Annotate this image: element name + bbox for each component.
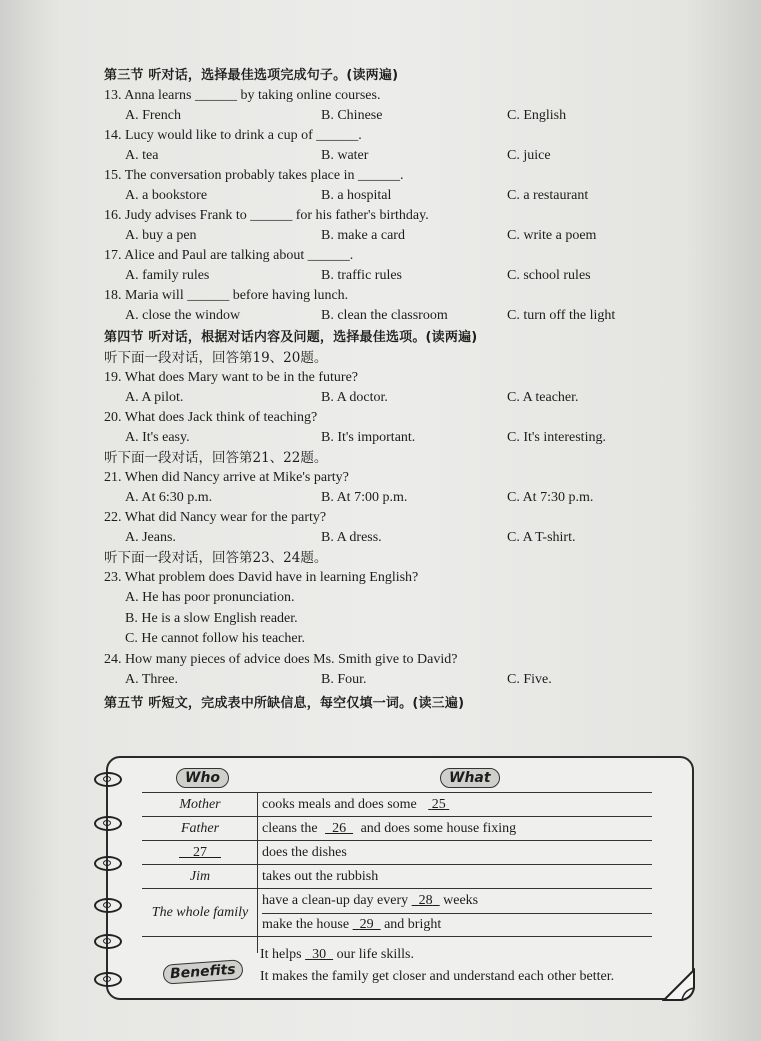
binder-ring-icon <box>94 934 122 949</box>
what-cell: have a clean-up day every 28 weeks <box>262 893 479 908</box>
question-stem: 20. What does Jack think of teaching? <box>104 410 318 425</box>
option-c[interactable]: C. It's interesting. <box>507 430 606 445</box>
question-stem: 24. How many pieces of advice does Ms. Smith give to David? <box>104 651 458 667</box>
option-b[interactable]: B. He is a slow English reader. <box>125 610 298 626</box>
table-row <box>142 840 652 865</box>
option-c[interactable]: C. a restaurant <box>507 188 589 203</box>
table-row <box>142 864 652 889</box>
listening-note: 听下面一段对话，回答第19、20题。 <box>104 350 328 366</box>
question-options <box>104 488 684 508</box>
option-a[interactable]: A. It's easy. <box>125 430 190 445</box>
option-b[interactable]: B. A dress. <box>321 530 382 545</box>
option-b[interactable]: B. Chinese <box>321 108 383 123</box>
binder-ring-icon <box>94 856 122 871</box>
who-cell <box>142 841 258 865</box>
question-options <box>104 266 684 286</box>
option-a[interactable]: A. close the window <box>125 308 241 323</box>
question-options <box>104 528 684 548</box>
blank-number: 25 <box>431 797 446 812</box>
option-b[interactable]: B. a hospital <box>321 188 392 203</box>
option-a[interactable]: A. Three. <box>125 671 178 687</box>
question-options <box>104 670 684 690</box>
option-b[interactable]: B. clean the classroom <box>321 308 448 323</box>
option-a[interactable]: A. Jeans. <box>125 530 176 545</box>
question-stem: 14. Lucy would like to drink a cup of ______. <box>104 128 362 143</box>
binder-ring-icon <box>94 898 122 913</box>
option-b[interactable]: B. A doctor. <box>321 390 388 405</box>
option-a[interactable]: A. tea <box>125 148 159 163</box>
benefits-badge: Benefits <box>162 959 243 985</box>
question-options <box>104 428 684 448</box>
option-b[interactable]: B. water <box>321 148 369 163</box>
question-13 <box>104 86 684 126</box>
option-c[interactable]: C. He cannot follow his teacher. <box>125 631 306 646</box>
option-a[interactable]: A. family rules <box>125 268 210 283</box>
listening-note: 听下面一段对话，回答第23、24题。 <box>104 550 328 566</box>
blank-number: 29 <box>359 917 374 932</box>
benefit-line-2: It makes the family get closer and understand each other better. <box>260 969 615 984</box>
question-stem: 18. Maria will ______ before having lunch. <box>104 288 349 303</box>
what-cell: make the house 29 and bright <box>262 917 442 932</box>
question-stem: 13. Anna learns ______ by taking online courses. <box>104 88 381 103</box>
table-row <box>142 816 652 841</box>
option-c[interactable]: C. English <box>507 108 567 123</box>
question-17 <box>104 246 684 286</box>
question-stem: 16. Judy advises Frank to ______ for his father's birthday. <box>104 208 429 223</box>
section4-title: 第四节 听对话，根据对话内容及问题，选择最佳选项。(读两遍) <box>104 330 478 345</box>
section3-title: 第三节 听对话，选择最佳选项完成句子。(读两遍) <box>104 68 399 83</box>
blank-number: 30 <box>312 947 327 962</box>
binder-ring-icon <box>94 972 122 987</box>
question-24 <box>104 650 684 690</box>
option-a[interactable]: A. He has poor pronunciation. <box>125 590 295 605</box>
what-cell: takes out the rubbish <box>262 869 379 884</box>
option-b[interactable]: B. At 7:00 p.m. <box>321 490 408 505</box>
question-options <box>104 106 684 126</box>
question-stem: 15. The conversation probably takes place in ______. <box>104 168 404 183</box>
blank-number: 26 <box>332 821 347 836</box>
option-c[interactable]: C. A teacher. <box>507 390 579 405</box>
question-20 <box>104 408 684 448</box>
question-19 <box>104 368 684 408</box>
option-c[interactable]: C. juice <box>507 148 551 163</box>
option-c[interactable]: C. turn off the light <box>507 308 616 323</box>
question-14 <box>104 126 684 166</box>
question-options <box>104 388 684 408</box>
question-options <box>104 226 684 246</box>
question-18 <box>104 286 684 326</box>
question-stem: 22. What did Nancy wear for the party? <box>104 510 327 525</box>
question-stem: 17. Alice and Paul are talking about ______. <box>104 248 354 263</box>
option-a[interactable]: A. At 6:30 p.m. <box>125 490 213 505</box>
option-b[interactable]: B. traffic rules <box>321 268 402 283</box>
row-divider <box>142 936 652 937</box>
option-c[interactable]: C. Five. <box>507 671 552 687</box>
question-16 <box>104 206 684 246</box>
option-a[interactable]: A. buy a pen <box>125 228 197 243</box>
header-who: Who <box>176 768 229 788</box>
table-row <box>142 792 652 817</box>
what-cell: cleans the 26 and does some house fixing <box>262 821 517 836</box>
question-23 <box>104 568 684 650</box>
table-row <box>142 888 652 937</box>
what-cell: cooks meals and does some 25 <box>262 797 446 812</box>
what-cell: does the dishes <box>262 845 347 860</box>
page-curl-icon <box>662 968 696 1002</box>
question-options <box>104 186 684 206</box>
question-stem: 23. What problem does David have in learning English? <box>104 570 419 585</box>
option-b[interactable]: B. It's important. <box>321 430 416 445</box>
blank-number: 28 <box>418 893 433 908</box>
option-b[interactable]: B. make a card <box>321 228 405 243</box>
blank-number: 27 <box>193 845 207 860</box>
question-options <box>104 146 684 166</box>
option-a[interactable]: A. a bookstore <box>125 188 208 203</box>
question-15 <box>104 166 684 206</box>
option-b[interactable]: B. Four. <box>321 671 367 687</box>
listening-note: 听下面一段对话，回答第21、22题。 <box>104 450 328 466</box>
binder-ring-icon <box>94 772 122 787</box>
who-cell: Jim <box>189 869 211 884</box>
option-a[interactable]: A. A pilot. <box>125 390 184 405</box>
who-cell: Mother <box>179 797 221 812</box>
question-stem: 21. When did Nancy arrive at Mike's party? <box>104 470 349 485</box>
option-c[interactable]: C. school rules <box>507 268 591 283</box>
question-options <box>104 306 684 326</box>
option-c[interactable]: C. A T-shirt. <box>507 530 576 545</box>
binder-ring-icon <box>94 816 122 831</box>
option-a[interactable]: A. French <box>125 108 181 123</box>
benefit-line-1: It helps 30 our life skills. <box>260 947 414 962</box>
header-what: What <box>440 768 500 788</box>
section5-title: 第五节 听短文，完成表中所缺信息，每空仅填一词。(读三遍) <box>104 695 465 711</box>
question-22 <box>104 508 684 548</box>
who-cell: Father <box>180 821 220 836</box>
info-table <box>106 756 694 1000</box>
who-cell: The whole family <box>151 905 249 920</box>
option-c[interactable]: C. At 7:30 p.m. <box>507 490 594 505</box>
question-stem: 19. What does Mary want to be in the future? <box>104 370 359 385</box>
option-c[interactable]: C. write a poem <box>507 228 597 243</box>
question-21 <box>104 468 684 508</box>
exam-content <box>104 66 684 714</box>
